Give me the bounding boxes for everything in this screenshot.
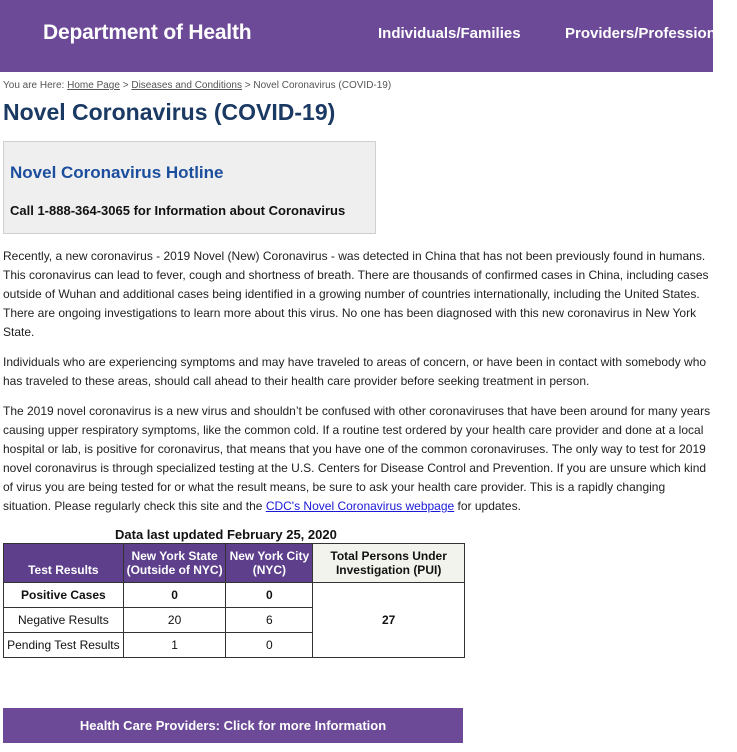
site-brand[interactable]: Department of Health (43, 21, 252, 44)
nys-value: 20 (123, 608, 226, 633)
cdc-webpage-link[interactable]: CDC's Novel Coronavirus webpage (265, 499, 455, 513)
breadcrumb-prefix: You are Here: (3, 80, 65, 91)
hotline-phone-text: Call 1-888-364-3065 for Information about Coronavirus (10, 203, 346, 218)
header-nyc: New York City (NYC) (226, 544, 313, 583)
row-label: Negative Results (4, 608, 124, 633)
breadcrumb (3, 80, 391, 91)
symptoms-paragraph: Individuals who are experiencing symptoms and may have traveled to areas of concern, or have been in contact with somebody who has traveled to these areas, should call ahead to their health care provider before seeking treatment in person. (3, 355, 707, 388)
table-row (4, 583, 465, 608)
breadcrumb-separator: > (244, 80, 251, 91)
nyc-value: 6 (226, 608, 313, 633)
header-nys: New York State (Outside of NYC) (123, 544, 226, 583)
testing-paragraph-end: for updates. (454, 499, 521, 513)
row-label: Positive Cases (4, 583, 124, 608)
nyc-value: 0 (226, 583, 313, 608)
intro-paragraph: Recently, a new coronavirus - 2019 Novel (New) Coronavirus - was detected in China that has not been previously found in humans. This coronavirus can lead to fever, cough and shortness of breath. There are thousands of confirmed cases in China, including cases outside of Wuhan and additional cases being identified in a growing number of countries internationally, including the United States. There are ongoing investigations to learn more about this virus. No one has been diagnosed with this new coronavirus in New York State. (3, 249, 709, 339)
nav-individuals-families[interactable]: Individuals/Families (378, 25, 521, 42)
test-results-table (3, 543, 465, 658)
nyc-value: 0 (226, 633, 313, 658)
site-header (0, 0, 737, 72)
table-caption: Data last updated February 25, 2020 (115, 527, 337, 542)
row-label: Pending Test Results (4, 633, 124, 658)
total-pui-value: 27 (313, 583, 465, 658)
testing-paragraph (3, 402, 713, 516)
health-care-providers-button[interactable]: Health Care Providers: Click for more Information (3, 708, 463, 743)
hotline-box (3, 141, 376, 234)
nys-value: 0 (123, 583, 226, 608)
hotline-title: Novel Coronavirus Hotline (10, 163, 224, 182)
breadcrumb-diseases-link[interactable]: Diseases and Conditions (131, 80, 242, 91)
testing-paragraph-text: The 2019 novel coronavirus is a new virus and shouldn’t be confused with other coronaviruses that have been around for many years causing upper respiratory symptoms, like the common cold. If a routine test ordered by your health care provider and done at a local hospital or lab, is positive for coronavirus, that means that you have one of the common coronaviruses. The only way to test for 2019 novel coronavirus is through specialized testing at the U.S. Centers for Disease Control and Prevention. If you are unsure which kind of virus you are being tested for or what the result means, be sure to ask your health care provider. This is a rapidly changing situation. Please regularly check this site and the (3, 404, 711, 513)
breadcrumb-home-link[interactable]: Home Page (67, 80, 120, 91)
nav-providers-professionals[interactable]: Providers/Professionals (565, 25, 737, 42)
table-header-row (4, 544, 465, 583)
header-test-results: Test Results (4, 544, 124, 583)
header-total-pui: Total Persons Under Investigation (PUI) (313, 544, 465, 583)
breadcrumb-current: Novel Coronavirus (COVID-19) (253, 80, 392, 91)
nys-value: 1 (123, 633, 226, 658)
breadcrumb-separator: > (122, 80, 129, 91)
page-title: Novel Coronavirus (COVID-19) (3, 99, 336, 125)
